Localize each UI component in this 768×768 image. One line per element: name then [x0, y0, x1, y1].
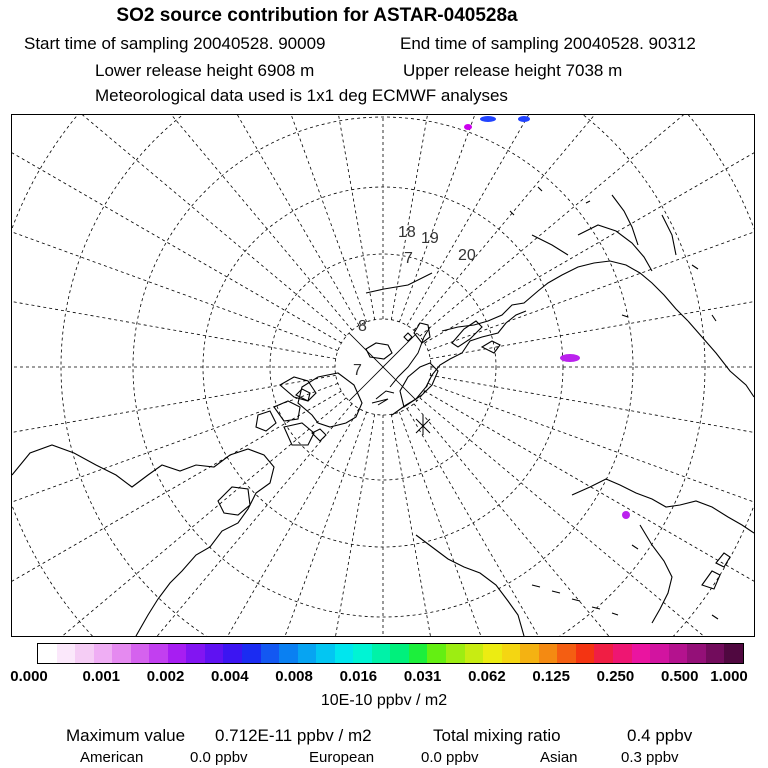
max-value-label: Maximum value — [66, 726, 186, 745]
plume-blob-top-1 — [464, 124, 472, 130]
meridian-line — [420, 398, 754, 636]
meteo-data-label: Meteorological data used is 1x1 deg ECMWF analyses — [95, 86, 508, 105]
european-label: European — [309, 749, 375, 766]
meridian-line — [12, 115, 341, 343]
european-value: 0.0 ppbv — [421, 749, 479, 766]
meridian-line — [12, 375, 336, 488]
meridian-line — [12, 115, 352, 330]
japan — [702, 553, 730, 589]
meridian-line — [391, 414, 504, 636]
colorbar-cell — [112, 644, 131, 663]
meridian-line — [144, 115, 367, 322]
colorbar-cell — [94, 644, 113, 663]
colorbar-cell — [724, 644, 743, 663]
colorbar-tick-label: 0.002 — [146, 668, 185, 685]
alaska-coast — [416, 535, 524, 636]
total-mixing-value: 0.4 ppbv — [627, 726, 693, 745]
colorbar-cell — [594, 644, 613, 663]
colorbar-tick-label: 0.250 — [596, 668, 635, 685]
colorbar-tick-label: 0.008 — [275, 668, 313, 685]
latitude-circle — [61, 115, 705, 636]
hudson-bay — [218, 487, 250, 515]
colorbar-tick-label: 0.016 — [339, 668, 378, 685]
colorbar-cell — [483, 644, 502, 663]
polar-map-canvas — [12, 115, 754, 636]
meridian-line — [33, 409, 359, 636]
colorbar-cell — [409, 644, 428, 663]
colorbar-cell — [427, 644, 446, 663]
colorbar-cell — [520, 644, 539, 663]
traj-label-20: 20 — [458, 247, 476, 264]
colorbar-cell — [316, 644, 335, 663]
asian-value: 0.3 ppbv — [621, 749, 679, 766]
meridian-line — [12, 398, 346, 636]
asia-interior — [532, 195, 676, 255]
american-label: American — [80, 749, 144, 766]
colorbar-tick-label: 0.000 — [10, 668, 48, 685]
colorbar-cell — [632, 644, 651, 663]
colorbar-cell — [557, 644, 576, 663]
traj-label-19: 19 — [421, 230, 439, 247]
iceland — [366, 343, 392, 359]
colorbar-cell — [353, 644, 372, 663]
colorbar-cell — [205, 644, 224, 663]
meridian-line — [144, 412, 367, 636]
canadian-archipelago — [256, 377, 326, 445]
colorbar-cell — [186, 644, 205, 663]
start-time-label: Start time of sampling 20040528. 90009 — [24, 34, 326, 53]
east-asia-coast — [688, 321, 754, 397]
colorbar-cell — [38, 644, 57, 663]
american-value: 0.0 ppbv — [190, 749, 248, 766]
colorbar-cell — [335, 644, 354, 663]
meridian-line — [12, 404, 352, 636]
colorbar-cell — [261, 644, 280, 663]
traj-label-7b: 7 — [353, 362, 362, 379]
traj-label-8: 8 — [358, 318, 367, 335]
meridian-line — [33, 115, 359, 325]
small-islands — [510, 187, 718, 619]
colorbar-tick-label: 0.500 — [660, 668, 699, 685]
colorbar-cell — [576, 644, 595, 663]
colorbar-cell — [669, 644, 688, 663]
coastlines — [12, 187, 754, 636]
colorbar-unit: 10E-10 ppbv / m2 — [320, 692, 448, 709]
colorbar — [37, 643, 744, 664]
colorbar-cell — [149, 644, 168, 663]
colorbar-cell — [650, 644, 669, 663]
colorbar-cell — [446, 644, 465, 663]
plume-blob-low — [622, 511, 630, 519]
end-time-label: End time of sampling 20040528. 90312 — [400, 34, 696, 53]
colorbar-cell — [706, 644, 725, 663]
colorbar-cell — [223, 644, 242, 663]
colorbar-cell — [57, 644, 76, 663]
meridian-line — [425, 391, 754, 636]
upper-height-label: Upper release height 7038 m — [403, 61, 623, 80]
meridian-line — [407, 409, 733, 636]
meridian-line — [12, 245, 336, 358]
meridian-line — [428, 128, 754, 351]
meridian-line — [428, 383, 754, 606]
trajectory-tracks — [366, 273, 432, 435]
colorbar-cell — [465, 644, 484, 663]
lat-lon-grid — [12, 115, 754, 636]
pacific-coast — [572, 479, 754, 533]
asian-label: Asian — [540, 749, 578, 766]
kamchatka — [640, 525, 672, 623]
max-value: 0.712E-11 ppbv / m2 — [215, 726, 372, 745]
siberia-coast — [442, 261, 688, 331]
meridian-line — [420, 115, 754, 336]
meridian-line — [12, 391, 341, 636]
traj-label-18: 18 — [398, 224, 416, 241]
plume-blob-top-3 — [518, 116, 530, 122]
meridian-line — [399, 412, 622, 636]
meridian-line — [414, 404, 754, 636]
so2-plume — [464, 116, 630, 519]
colorbar-cell — [131, 644, 150, 663]
north-pole-marker — [416, 415, 430, 435]
colorbar-cell — [372, 644, 391, 663]
colorbar-tick-label: 1.000 — [710, 668, 748, 685]
colorbar-cell — [168, 644, 187, 663]
plume-blob-mid — [560, 354, 580, 362]
colorbar-tick-label: 0.062 — [468, 668, 506, 685]
colorbar-cell — [687, 644, 706, 663]
meridian-line — [430, 375, 754, 488]
colorbar-cell — [613, 644, 632, 663]
plot-title: SO2 source contribution for ASTAR-040528a — [116, 5, 518, 26]
meridian-line — [261, 414, 374, 636]
meridian-line — [12, 115, 346, 336]
colorbar-cell — [390, 644, 409, 663]
polar-map — [11, 114, 755, 637]
colorbar-tick-label: 0.031 — [403, 668, 442, 685]
traj-label-7a: 7 — [404, 250, 413, 267]
colorbar-cell — [279, 644, 298, 663]
meridian-line — [407, 115, 733, 325]
colorbar-cell — [242, 644, 261, 663]
north-america-coast — [12, 445, 274, 636]
lower-height-label: Lower release height 6908 m — [95, 61, 315, 80]
meridian-line — [261, 115, 374, 320]
colorbar-cell — [75, 644, 94, 663]
colorbar-tick-label: 0.125 — [532, 668, 570, 685]
meridian-line — [391, 115, 504, 320]
colorbar-cell — [298, 644, 317, 663]
meridian-line — [399, 115, 622, 322]
colorbar-tick-label: 0.004 — [211, 668, 249, 685]
meridian-line — [12, 383, 338, 606]
colorbar-cell — [539, 644, 558, 663]
total-mixing-label: Total mixing ratio — [433, 726, 561, 745]
plume-blob-top-2 — [480, 116, 496, 122]
meridian-line — [414, 115, 754, 330]
meridian-line — [12, 128, 338, 351]
colorbar-cell — [502, 644, 521, 663]
colorbar-tick-label: 0.001 — [82, 668, 121, 685]
